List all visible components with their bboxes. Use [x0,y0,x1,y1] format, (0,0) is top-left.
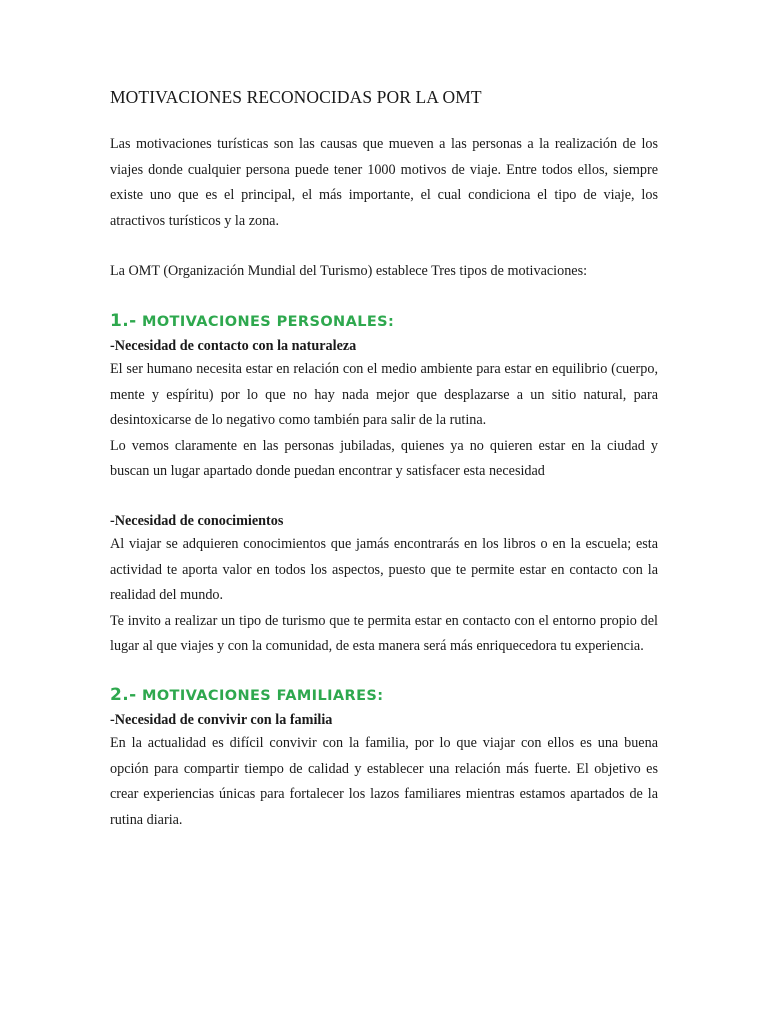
section-title: MOTIVACIONES FAMILIARES: [136,687,384,704]
paragraph: El ser humano necesita estar en relación con el medio ambiente para estar en equilibrio (cuerpo, mente y espíritu) por lo que no hay nada mejor que desplazarse a un sitio natural, para desintoxicarse de lo negativo como también para salir de la rutina. [110,360,658,429]
subsection-title-naturaleza: -Necesidad de contacto con la naturaleza [110,337,357,354]
document-page [110,86,658,833]
lead-paragraph: La OMT (Organización Mundial del Turismo) establece Tres tipos de motivaciones: [110,263,588,280]
paragraph: En la actualidad es difícil convivir con la familia, por lo que viajar con ellos es una buena opción para compartir tiempo de calidad y establecer una relación más fuerte. El objetivo es crear experiencias únicas para fortalecer los lazos familiares mientras estamos apartados de la rutina diaria. [110,734,658,828]
section-heading-familiares [110,684,658,707]
section-heading-personales [110,310,658,333]
section-title: MOTIVACIONES PERSONALES: [136,313,395,330]
subsection-title-familia: -Necesidad de convivir con la familia [110,711,333,728]
paragraph: Lo vemos claramente en las personas jubiladas, quienes ya no quieren estar en la ciudad y buscan un lugar apartado donde puedan encontrar y satisfacer esta necesidad [110,437,658,480]
section-number: 2.- [110,684,137,705]
intro-paragraph: Las motivaciones turísticas son las causas que mueven a las personas a la realización de los viajes donde cualquier persona puede tener 1000 motivos de viaje. Entre todos ellos, siempre existe uno que es el principal, el más importante, el cual condiciona el tipo de viaje, los atractivos turísticos y la zona. [110,136,658,229]
paragraph: Al viajar se adquieren conocimientos que jamás encontrarás en los libros o en la escuela; esta actividad te aporta valor en todos los aspectos, puesto que te permite estar en contacto con la realidad del mundo. [110,535,658,604]
document-title: MOTIVACIONES RECONOCIDAS POR LA OMT [110,87,482,107]
paragraph: Te invito a realizar un tipo de turismo que te permita estar en contacto con el entorno propio del lugar al que viajes y con la comunidad, de esta manera será más enriquecedora tu experiencia. [110,612,658,655]
section-number: 1.- [110,310,137,331]
subsection-title-conocimientos: -Necesidad de conocimientos [110,512,284,529]
